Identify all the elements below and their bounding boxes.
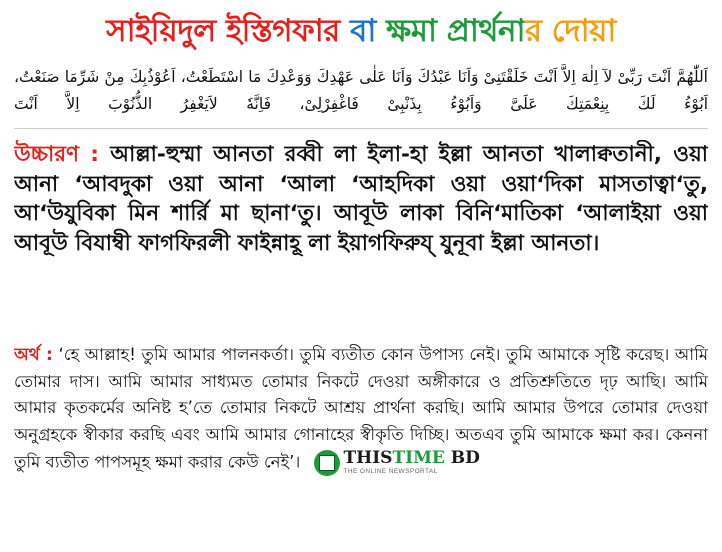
pronunciation-paragraph	[14, 140, 708, 340]
title-part-orange: র দোয়া	[524, 13, 616, 49]
newspaper-icon	[314, 450, 340, 476]
title-part-green: ক্ষমা প্রার্থনা	[386, 13, 525, 49]
pronunciation-label: উচ্চারণ :	[14, 142, 99, 167]
meaning-paragraph	[14, 342, 708, 542]
meaning-label: অর্থ :	[14, 345, 53, 365]
title-part-blue: বা	[350, 13, 387, 49]
title-part-red: সাইয়িদুল ইস্তিগফার	[106, 13, 351, 49]
pronunciation-text: আল্লা-হুম্মা আনতা রব্বী লা ইলা-হা ইল্লা আনতা খালাক্বতানী, ওয়া আনা ‘আবদুকা ওয়া আনা ‘আলা ‘আহদিকা ওয়া ওয়া‘দিকা মাসতাত্বা‘তু, আ‘উযুবিকা মিন শার্রি মা ছানা‘তু। আবূউ লাকা বিনি‘মাতিকা ‘আলাইয়া ওয়া আবূউ বিযাম্বী ফাগফিরলী ফাইন্নাহূ লা ইয়াগফিরুয্ যুনূবা ইল্লা আনতা।	[14, 142, 708, 256]
divider	[14, 128, 708, 129]
site-logo	[314, 448, 480, 478]
meaning-text: ‘হে আল্লাহ! তুমি আমার পালনকর্তা। তুমি ব্যতীত কোন উপাস্য নেই। তুমি আমাকে সৃষ্টি করেছ। আমি তোমার দাস। আমি আমার সাধ্যমত তোমার নিকটে দেওয়া অঙ্গীকারে ও প্রতিশ্রুতিতে দৃঢ় আছি। আমি আমার কৃতকর্মের অনিষ্ট হ’তে তোমার নিকটে আশ্রয় প্রার্থনা করছি। আমি আমার উপরে তোমার দেওয়া অনুগ্রহকে স্বীকার করছি এবং আমি আমার গোনাহের স্বীকৃতি দিচ্ছি। অতএব তুমি আমাকে ক্ষমা কর। কেননা তুমি ব্যতীত পাপসমূহ ক্ষমা করার কেউ নেই’।	[14, 345, 708, 472]
logo-tagline: THE ONLINE NEWSPORTAL	[343, 468, 438, 476]
logo-name: THISTIME BD	[343, 448, 480, 469]
page-title	[0, 6, 722, 56]
arabic-dua-text: اَللّٰهُمَّ اَنْتَ رَبِّىْ لآ اِلٰهَ اِلاَّ اَنْتَ خَلَقْتَنِىْ وَاَنَا عَبْدُكَ وَاَنَا عَلٰى عَهْدِكَ وَوَعْدِكَ مَا اسْتَطَعْتُ، اَعُوْذُبِكَ مِنْ شَرِّمَا صَنَعْتُ، اَبُوْءُ لَكَ بِنِعْمَتِكَ عَلَىَّ وَاَبُوْءُ بِذَنْبِىْ فَاغْفِرْلِىْ، فَاِنَّهٗ لاَيَغْفِرُ الذُّنُوْبَ اِلاَّ اَنْتَ	[14, 68, 708, 113]
